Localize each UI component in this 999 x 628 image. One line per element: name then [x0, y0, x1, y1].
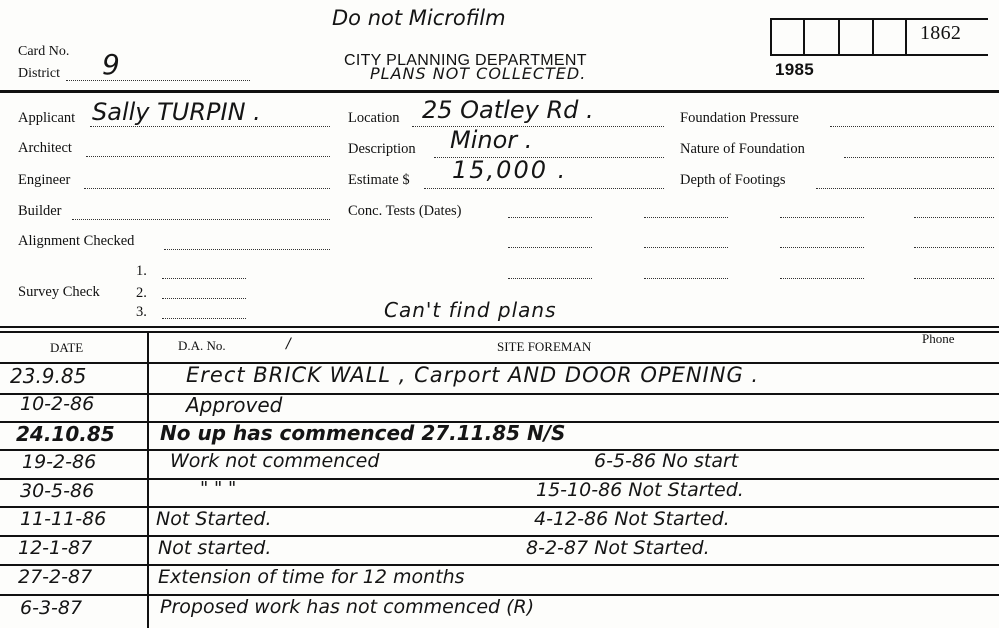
row-entry: Approved	[186, 393, 283, 417]
row-entry-followup: 6-5-86 No start	[594, 450, 739, 472]
estimate-value: 15,000 .	[452, 156, 568, 184]
survey-dots-1	[162, 278, 246, 279]
row-line	[0, 449, 999, 451]
engineer-label: Engineer	[18, 172, 71, 188]
cant-find-plans-note: Can't find plans	[384, 298, 557, 322]
plans-not-collected-note: PLANS NOT COLLECTED.	[370, 64, 587, 83]
survey-label: Survey Check	[18, 284, 100, 300]
description-label: Description	[348, 141, 416, 157]
conc-dots	[644, 278, 728, 279]
table-top-line	[0, 326, 999, 328]
card-no-label: Card No.	[18, 44, 70, 59]
architect-label: Architect	[18, 140, 72, 156]
alignment-dots	[164, 249, 330, 250]
box-divider	[803, 18, 805, 56]
row-line	[0, 506, 999, 508]
conc-dots	[644, 247, 728, 248]
engineer-dots	[84, 188, 330, 189]
builder-dots	[72, 219, 330, 220]
survey-num-1: 1.	[136, 263, 147, 279]
row-line	[0, 393, 999, 395]
conc-dots	[644, 217, 728, 218]
conc-dots	[780, 217, 864, 218]
nature-foundation-label: Nature of Foundation	[680, 141, 805, 157]
conc-tests-label: Conc. Tests (Dates)	[348, 203, 462, 219]
table-top-line-2	[0, 331, 999, 333]
district-value: 9	[102, 48, 120, 81]
conc-dots	[508, 278, 592, 279]
da-header: D.A. No.	[178, 338, 226, 353]
row-line	[0, 564, 999, 566]
row-date: 19-2-86	[22, 451, 97, 473]
row-entry: Not Started.	[156, 508, 272, 530]
applicant-dots	[90, 126, 330, 127]
nature-foundation-dots	[844, 157, 994, 158]
foundation-pressure-label: Foundation Pressure	[680, 110, 799, 126]
row-date: 23.9.85	[10, 364, 87, 388]
survey-num-2: 2.	[136, 285, 147, 301]
depth-footings-dots	[816, 188, 994, 189]
district-label: District	[18, 66, 60, 81]
box-divider	[905, 18, 907, 56]
card-year: 1985	[775, 60, 815, 79]
district-dots	[66, 80, 250, 81]
depth-footings-label: Depth of Footings	[680, 172, 786, 188]
row-entry: Extension of time for 12 months	[158, 566, 465, 588]
estimate-dots	[424, 188, 664, 189]
row-entry: " " "	[200, 478, 237, 499]
row-entry: Proposed work has not commenced (R)	[160, 596, 535, 618]
row-date: 10-2-86	[20, 393, 95, 415]
row-date: 12-1-87	[18, 537, 93, 559]
box-divider	[872, 18, 874, 56]
row-line	[0, 535, 999, 537]
da-mark: /	[286, 336, 291, 352]
conc-dots	[914, 278, 994, 279]
estimate-label: Estimate $	[348, 172, 410, 188]
survey-dots-3	[162, 318, 246, 319]
row-date: 6-3-87	[20, 597, 83, 619]
row-date: 11-11-86	[20, 508, 107, 530]
foundation-pressure-dots	[830, 126, 994, 127]
conc-dots	[508, 247, 592, 248]
row-date: 27-2-87	[18, 566, 93, 588]
site-foreman-header: SITE FOREMAN	[497, 339, 592, 354]
conc-dots	[780, 278, 864, 279]
phone-header: Phone	[922, 331, 955, 346]
applicant-value: Sally TURPIN .	[92, 98, 261, 126]
row-entry-followup: 8-2-87 Not Started.	[526, 537, 710, 559]
date-column-divider	[147, 331, 149, 628]
survey-dots-2	[162, 298, 246, 299]
conc-dots	[914, 247, 994, 248]
row-entry: Work not commenced	[170, 450, 380, 472]
do-not-microfilm-note: Do not Microfilm	[332, 6, 506, 30]
alignment-label: Alignment Checked	[18, 233, 135, 249]
architect-dots	[86, 156, 330, 157]
conc-dots	[914, 217, 994, 218]
row-entry: No up has commenced 27.11.85 N/S	[160, 421, 566, 445]
department-title: CITY PLANNING DEPARTMENT	[344, 52, 587, 69]
row-entry: Not started.	[158, 537, 272, 559]
location-value: 25 Oatley Rd .	[422, 96, 594, 124]
description-value: Minor .	[450, 126, 533, 154]
row-date: 24.10.85	[16, 422, 115, 446]
header-separator	[0, 90, 999, 93]
date-header: DATE	[50, 340, 84, 355]
row-entry: Erect BRICK WALL , Carport AND DOOR OPENING .	[186, 363, 760, 387]
survey-num-3: 3.	[136, 304, 147, 320]
applicant-label: Applicant	[18, 110, 76, 126]
row-entry-followup: 4-12-86 Not Started.	[534, 508, 730, 530]
conc-dots	[508, 217, 592, 218]
box-divider	[838, 18, 840, 56]
row-entry-followup: 15-10-86 Not Started.	[536, 479, 744, 501]
location-label: Location	[348, 110, 400, 126]
conc-dots	[780, 247, 864, 248]
row-line	[0, 478, 999, 480]
builder-label: Builder	[18, 203, 62, 219]
row-date: 30-5-86	[20, 480, 95, 502]
card-number: 1862	[920, 22, 962, 44]
